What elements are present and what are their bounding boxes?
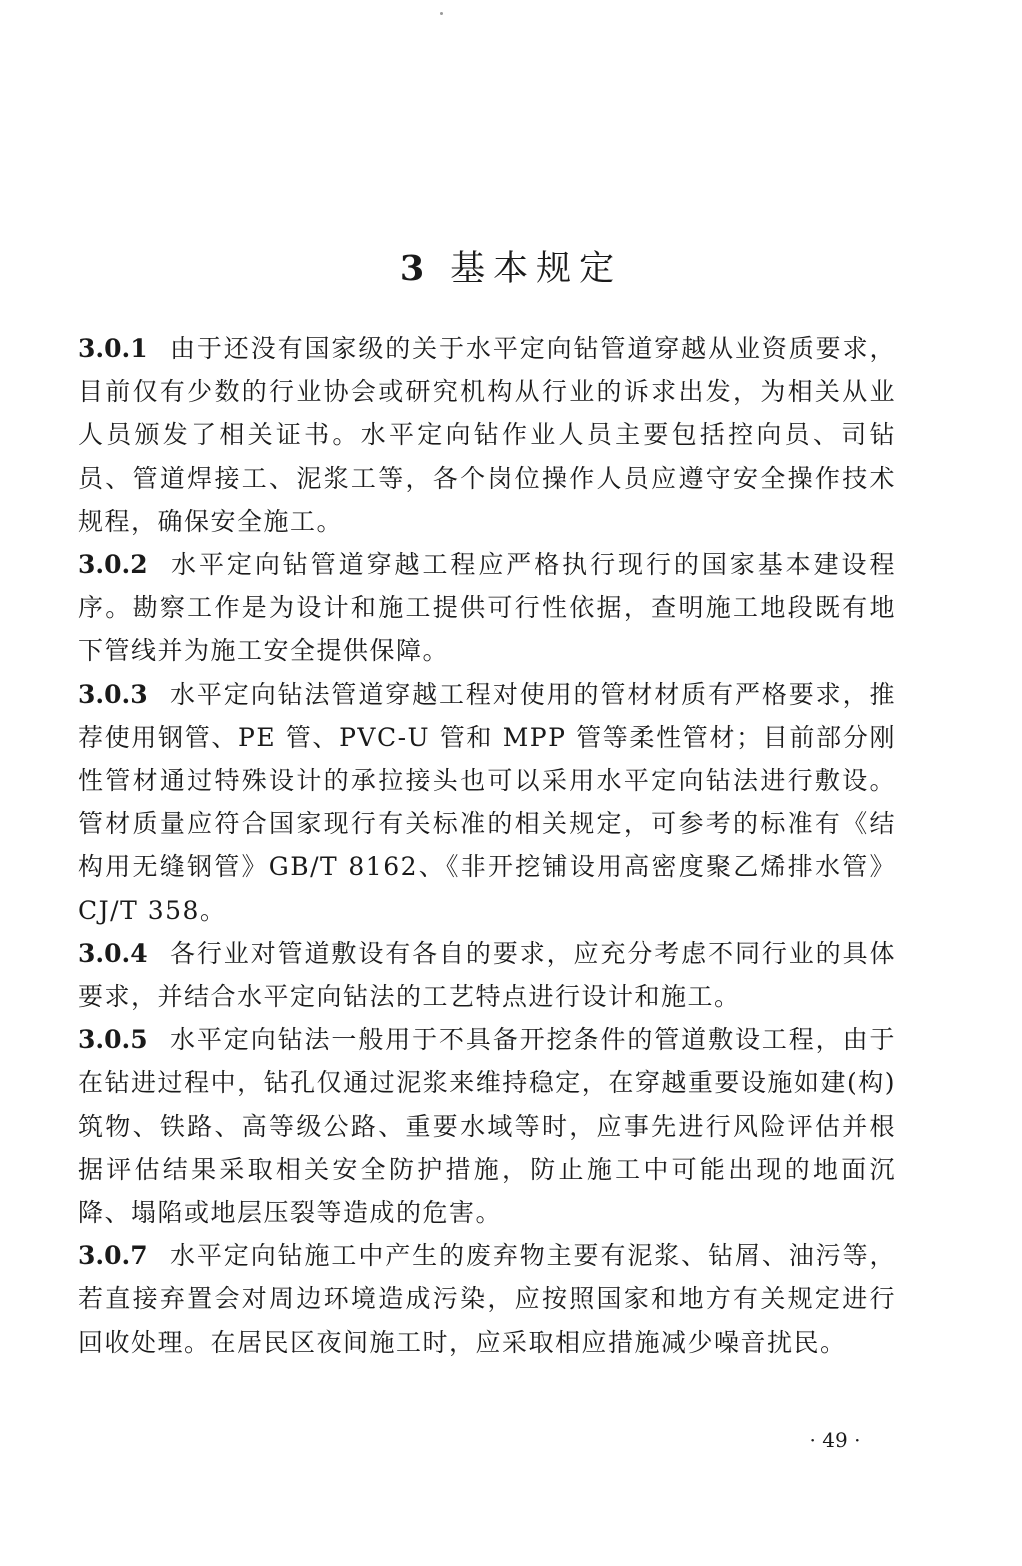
body-text (78, 327, 896, 1364)
chapter-number: 3 (399, 248, 425, 290)
page-number: · 49 · (809, 1428, 861, 1452)
chapter-title-text: 基本规定 (450, 249, 623, 290)
clause-number: 3.0.7 (78, 1241, 148, 1271)
clause-number: 3.0.4 (78, 938, 148, 968)
clause-3-0-3 (78, 673, 896, 932)
clause-3-0-5 (78, 1018, 896, 1234)
clause-text: 水平定向钻施工中产生的废弃物主要有泥浆、钻屑、油污等，若直接弃置会对周边环境造成污染，应按照国家和地方有关规定进行回收处理。在居民区夜间施工时，应采取相应措施减少噪音扰民。 (78, 1241, 896, 1357)
clause-3-0-7 (78, 1234, 896, 1364)
clause-text: 由于还没有国家级的关于水平定向钻管道穿越从业资质要求，目前仅有少数的行业协会或研究机构从行业的诉求出发，为相关从业人员颁发了相关证书。水平定向钻作业人员主要包括控向员、司钻员、管道焊接工、泥浆工等，各个岗位操作人员应遵守安全操作技术规程，确保安全施工。 (78, 334, 896, 536)
clause-text: 水平定向钻管道穿越工程应严格执行现行的国家基本建设程序。勘察工作是为设计和施工提供可行性依据，查明施工地段既有地下管线并为施工安全提供保障。 (78, 550, 896, 666)
clause-number: 3.0.5 (78, 1025, 148, 1055)
clause-3-0-1 (78, 327, 896, 543)
clause-text: 水平定向钻法管道穿越工程对使用的管材材质有严格要求，推荐使用钢管、PE 管、PVC-U 管和 MPP 管等柔性管材；目前部分刚性管材通过特殊设计的承拉接头也可以采用水平定向钻法进行敷设。管材质量应符合国家现行有关标准的相关规定，可参考的标准有《结构用无缝钢管》GB/T 8162、《非开挖铺设用高密度聚乙烯排水管》CJ/T 358。 (78, 679, 896, 925)
clause-number: 3.0.1 (78, 334, 148, 363)
scan-speck (440, 12, 443, 15)
clause-number: 3.0.3 (78, 679, 148, 709)
clause-text: 各行业对管道敷设有各自的要求，应充分考虑不同行业的具体要求，并结合水平定向钻法的工艺特点进行设计和施工。 (78, 938, 896, 1012)
clause-text: 水平定向钻法一般用于不具备开挖条件的管道敷设工程，由于在钻进过程中，钻孔仅通过泥浆来维持稳定，在穿越重要设施如建(构)筑物、铁路、高等级公路、重要水域等时，应事先进行风险评估并根据评估结果采取相关安全防护措施，防止施工中可能出现的地面沉降、塌陷或地层压裂等造成的危害。 (78, 1025, 896, 1228)
clause-number: 3.0.2 (78, 550, 148, 580)
chapter-title (0, 241, 1022, 291)
clause-3-0-2 (78, 543, 896, 673)
clause-3-0-4 (78, 932, 896, 1018)
